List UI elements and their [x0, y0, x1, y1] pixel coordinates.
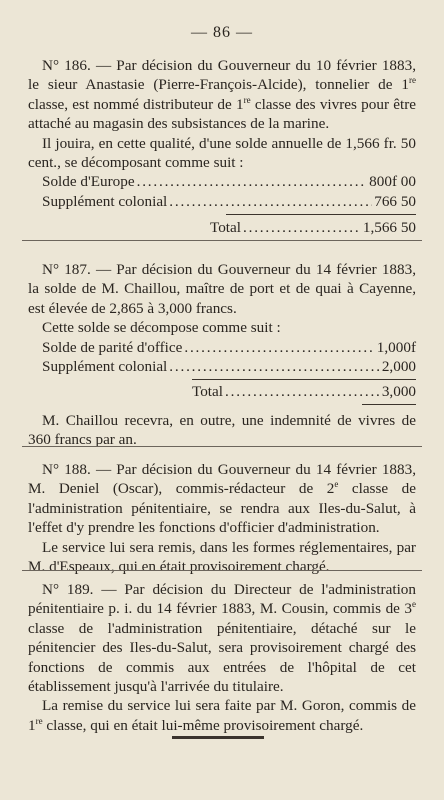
decision-186-salary-paragraph: Il jouira, en cette qualité, d'une solde annuelle de 1,566 fr. 50 cent., se décomposant comme suit :	[28, 134, 416, 172]
total-row: Total . . . 3,000	[192, 382, 416, 401]
total-rule	[226, 214, 416, 215]
decision-189-number: N° 189.	[42, 581, 94, 598]
decision-188	[28, 460, 416, 576]
section-separator	[22, 570, 422, 571]
page-number: — 86 —	[191, 24, 253, 41]
decision-189	[28, 580, 416, 735]
decision-186-salary-table	[42, 172, 416, 237]
decision-188-number: N° 188.	[42, 461, 91, 478]
decision-187-breakdown-intro: Cette solde se décompose comme suit :	[42, 319, 281, 337]
decision-189-paragraph: N° 189. — Par décision du Directeur de l'administration pénitentiaire p. i. du 14 février 1883, M. Cousin, commis de 3e classe de l'administration pénitentiaire, détaché sur le pénitencier des Iles-du-Salut, sera provisoirement chargé des fonctions de commis aux entrées de l'hôpital de cet établissement jusqu'à l'arrivée du titulaire.	[28, 581, 416, 696]
decision-186	[28, 56, 416, 238]
total-rule	[192, 379, 416, 380]
decision-188-paragraph: N° 188. — Par décision du Gouverneur du 14 février 1883, M. Deniel (Oscar), commis-rédacteur de 2e classe de l'administration pénitentiaire, se rendra aux Iles-du-Salut, à l'effet d'y prendre les fonctions d'officier d'administration.	[28, 461, 416, 537]
decision-188-handover: Le service lui sera remis, dans les formes réglementaires, par M. d'Espeaux, qui en était provisoirement chargé.	[28, 538, 416, 576]
salary-row: Solde d'Europe . . . 800f 00	[42, 172, 416, 191]
salary-row: Solde de parité d'office . . . 1,000f	[42, 338, 416, 357]
decision-186-paragraph: N° 186. — Par décision du Gouverneur du 10 février 1883, le sieur Anastasie (Pierre-François-Alcide), tonnelier de 1re classe, est nommé distributeur de 1re classe des vivres pour être attaché au magasin des subsistances de la marine.	[28, 57, 416, 133]
total-underline	[362, 404, 416, 405]
decision-186-number: N° 186.	[42, 57, 91, 74]
decision-187-indemnity: M. Chaillou recevra, en outre, une indemnité de vivres de 360 francs par an.	[28, 411, 416, 449]
end-rule	[172, 736, 264, 739]
decision-187	[28, 260, 416, 450]
decision-187-salary-table	[42, 338, 416, 405]
decision-189-handover: La remise du service lui sera faite par M. Goron, commis de 1re classe, qui en était lui-même provisoirement chargé.	[28, 697, 416, 734]
salary-row: Supplément colonial . . . 2,000	[42, 357, 416, 376]
section-separator	[22, 446, 422, 447]
salary-row: Supplément colonial . . . 766 50	[42, 192, 416, 211]
section-separator	[22, 240, 422, 241]
decision-187-paragraph: N° 187. — Par décision du Gouverneur du 14 février 1883, la solde de M. Chaillou, maître de port et de quai à Cayenne, est élevée de 2,865 à 3,000 francs.	[28, 261, 416, 317]
decision-187-number: N° 187.	[42, 261, 91, 278]
total-row: Total . . . 1,566 50	[210, 218, 416, 237]
